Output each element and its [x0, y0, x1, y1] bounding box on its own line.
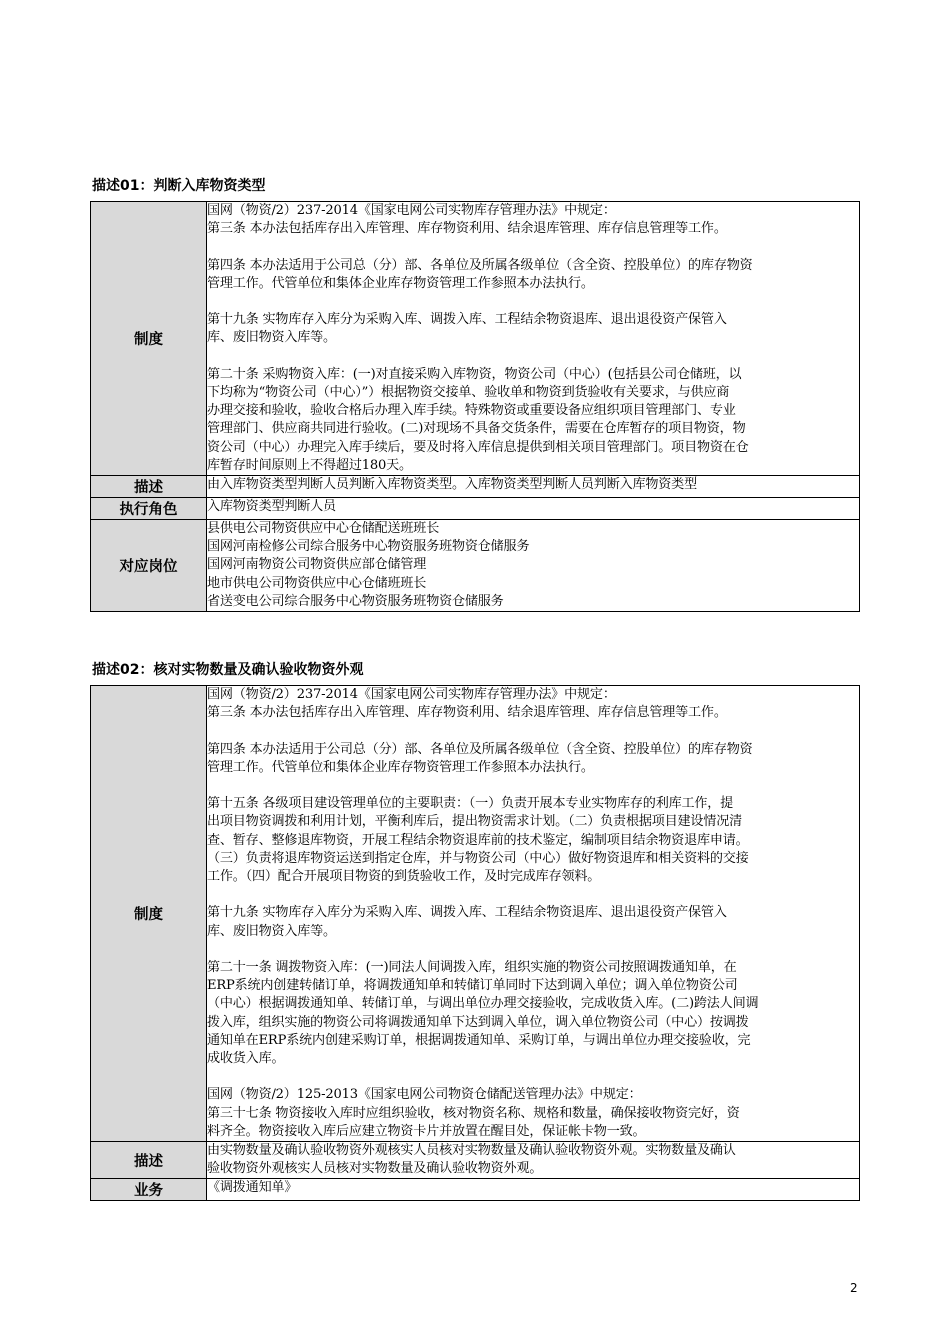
text-line: 第四条 本办法适用于公司总（分）部、各单位及所属各级单位（含全资、控股单位）的库存物资 — [207, 257, 753, 273]
text-line: 库、废旧物资入库等。 — [207, 330, 336, 346]
text-line: 管理部门、供应商共同进行验收。(二)对现场不具备交货条件，需要在仓库暂存的项目物资，物 — [207, 421, 746, 437]
paragraph-gap — [207, 293, 859, 311]
text-line: 验收物资外观核实人员核对实物数量及确认验收物资外观。 — [207, 1161, 543, 1177]
row-label-desc: 描述 — [91, 1142, 207, 1179]
text-line: 国网（物资/2）125-2013《国家电网公司物资仓储配送管理办法》中规定： — [207, 1087, 642, 1103]
section-title-02: 描述02：核对实物数量及确认验收物资外观 — [92, 662, 364, 678]
text-line: 第十九条 实物库存入库分为采购入库、调拨入库、工程结余物资退库、退出退役资产保管入 — [207, 905, 727, 921]
section-table-01 — [90, 201, 860, 612]
paragraph-gap — [207, 886, 859, 904]
role-content — [207, 498, 860, 520]
table-row-role — [91, 498, 860, 520]
row-label-desc: 描述 — [91, 476, 207, 498]
text-line: 成收货入库。 — [207, 1051, 285, 1066]
text-line: ERP系统内创建转储订单，将调拨通知单和转储订单同时下达到调入单位；调入单位物资公司 — [207, 978, 738, 994]
policy-content — [207, 686, 860, 1142]
desc-content — [207, 1142, 860, 1179]
row-label-role: 执行角色 — [91, 498, 207, 520]
text-line: 省送变电公司综合服务中心物资服务班物资仓储服务 — [207, 593, 504, 609]
table-row-policy — [91, 202, 860, 476]
text-line: 《调拨通知单》 — [207, 1180, 298, 1196]
text-line: （中心）根据调拨通知单、转储订单，与调出单位办理交接验收，完成收货入库。(二)跨法人间调 — [207, 996, 759, 1012]
text-line: 第四条 本办法适用于公司总（分）部、各单位及所属各级单位（含全资、控股单位）的库存物资 — [207, 741, 753, 757]
text-line: 库、废旧物资入库等。 — [207, 923, 336, 939]
text-line: 第三十七条 物资接收入库时应组织验收，核对物资名称、规格和数量，确保接收物资完好，资 — [207, 1105, 740, 1121]
text-line: 拨入库，组织实施的物资公司将调拨通知单下达到调入单位，调入单位物资公司（中心）按调拨 — [207, 1014, 749, 1030]
text-line: 第二十一条 调拨物资入库：(一)同法人间调拨入库，组织实施的物资公司按照调拨通知单，在 — [207, 959, 737, 975]
text-line: 入库物资类型判断人员 — [207, 499, 336, 514]
policy-content — [207, 202, 860, 476]
desc-content — [207, 476, 860, 498]
text-line: 料齐全。物资接收入库后应建立物资卡片并放置在醒目处，保证帐卡物一致。 — [207, 1123, 646, 1139]
row-label-posts: 对应岗位 — [91, 520, 207, 612]
text-line: 库暂存时间原则上不得超过180天。 — [207, 457, 412, 473]
posts-content — [207, 520, 860, 612]
text-line: 国网河南检修公司综合服务中心物资服务班物资仓储服务 — [207, 539, 530, 555]
text-line: 第三条 本办法包括库存出入库管理、库存物资利用、结余退库管理、库存信息管理等工作。 — [207, 221, 727, 237]
table-row-desc — [91, 476, 860, 498]
page-number: 2 — [850, 1281, 858, 1295]
text-line: 由入库物资类型判断人员判断入库物资类型。入库物资类型判断人员判断入库物资类型 — [207, 477, 697, 492]
text-line: 管理工作。代管单位和集体企业库存物资管理工作参照本办法执行。 — [207, 275, 594, 291]
table-row-posts — [91, 520, 860, 612]
text-line: 国网（物资/2）237-2014《国家电网公司实物库存管理办法》中规定： — [207, 203, 616, 218]
table-row-desc — [91, 1142, 860, 1179]
paragraph-gap — [207, 941, 859, 959]
text-line: 县供电公司物资供应中心仓储配送班班长 — [207, 521, 440, 536]
text-line: 管理工作。代管单位和集体企业库存物资管理工作参照本办法执行。 — [207, 759, 594, 775]
text-line: 通知单在ERP系统内创建采购订单，根据调拨通知单、采购订单，与调出单位办理交接验收，完 — [207, 1032, 751, 1048]
text-line: 第十五条 各级项目建设管理单位的主要职责：（一）负责开展本专业实物库存的利库工作，提 — [207, 796, 734, 812]
section-title-01: 描述01：判断入库物资类型 — [92, 178, 266, 194]
table-row-policy — [91, 686, 860, 1142]
paragraph-gap — [207, 777, 859, 795]
text-line: （三）负责将退库物资运送到指定仓库，并与物资公司（中心）做好物资退库和相关资料的交接 — [207, 850, 749, 866]
text-line: 工作。（四）配合开展项目物资的到货验收工作，及时完成库存领料。 — [207, 869, 601, 884]
section-table-02 — [90, 685, 860, 1201]
text-line: 由实物数量及确认验收物资外观核实人员核对实物数量及确认验收物资外观。实物数量及确认 — [207, 1143, 736, 1158]
text-line: 办理交接和验收，验收合格后办理入库手续。特殊物资或重要设备应组织项目管理部门、专业 — [207, 403, 736, 419]
text-line: 第十九条 实物库存入库分为采购入库、调拨入库、工程结余物资退库、退出退役资产保管入 — [207, 312, 727, 328]
paragraph-gap — [207, 722, 859, 740]
text-line: 地市供电公司物资供应中心仓储班班长 — [207, 575, 427, 591]
row-label-policy: 制度 — [91, 686, 207, 1142]
text-line: 第三条 本办法包括库存出入库管理、库存物资利用、结余退库管理、库存信息管理等工作。 — [207, 705, 727, 721]
row-label-policy: 制度 — [91, 202, 207, 476]
row-label-business: 业务 — [91, 1179, 207, 1201]
text-line: 出项目物资调拨和利用计划，平衡利库后，提出物资需求计划。（二）负责根据项目建设情况清 — [207, 814, 742, 830]
business-content — [207, 1179, 860, 1201]
text-line: 资公司（中心）办理完入库手续后，要及时将入库信息提供到相关项目管理部门。项目物资在仓 — [207, 439, 749, 455]
text-line: 国网（物资/2）237-2014《国家电网公司实物库存管理办法》中规定： — [207, 687, 616, 702]
table-row-business — [91, 1179, 860, 1201]
paragraph-gap — [207, 238, 859, 256]
paragraph-gap — [207, 348, 859, 366]
text-line: 国网河南物资公司物资供应部仓储管理 — [207, 557, 427, 573]
text-line: 查、暂存、整修退库物资，开展工程结余物资退库前的技术鉴定，编制项目结余物资退库申请。 — [207, 832, 749, 848]
paragraph-gap — [207, 1068, 859, 1086]
text-line: 下均称为“物资公司（中心）”）根据物资交接单、验收单和物资到货验收有关要求，与供应商 — [207, 384, 730, 400]
text-line: 第二十条 采购物资入库：(一)对直接采购入库物资，物资公司（中心）(包括县公司仓储班，以 — [207, 366, 742, 382]
